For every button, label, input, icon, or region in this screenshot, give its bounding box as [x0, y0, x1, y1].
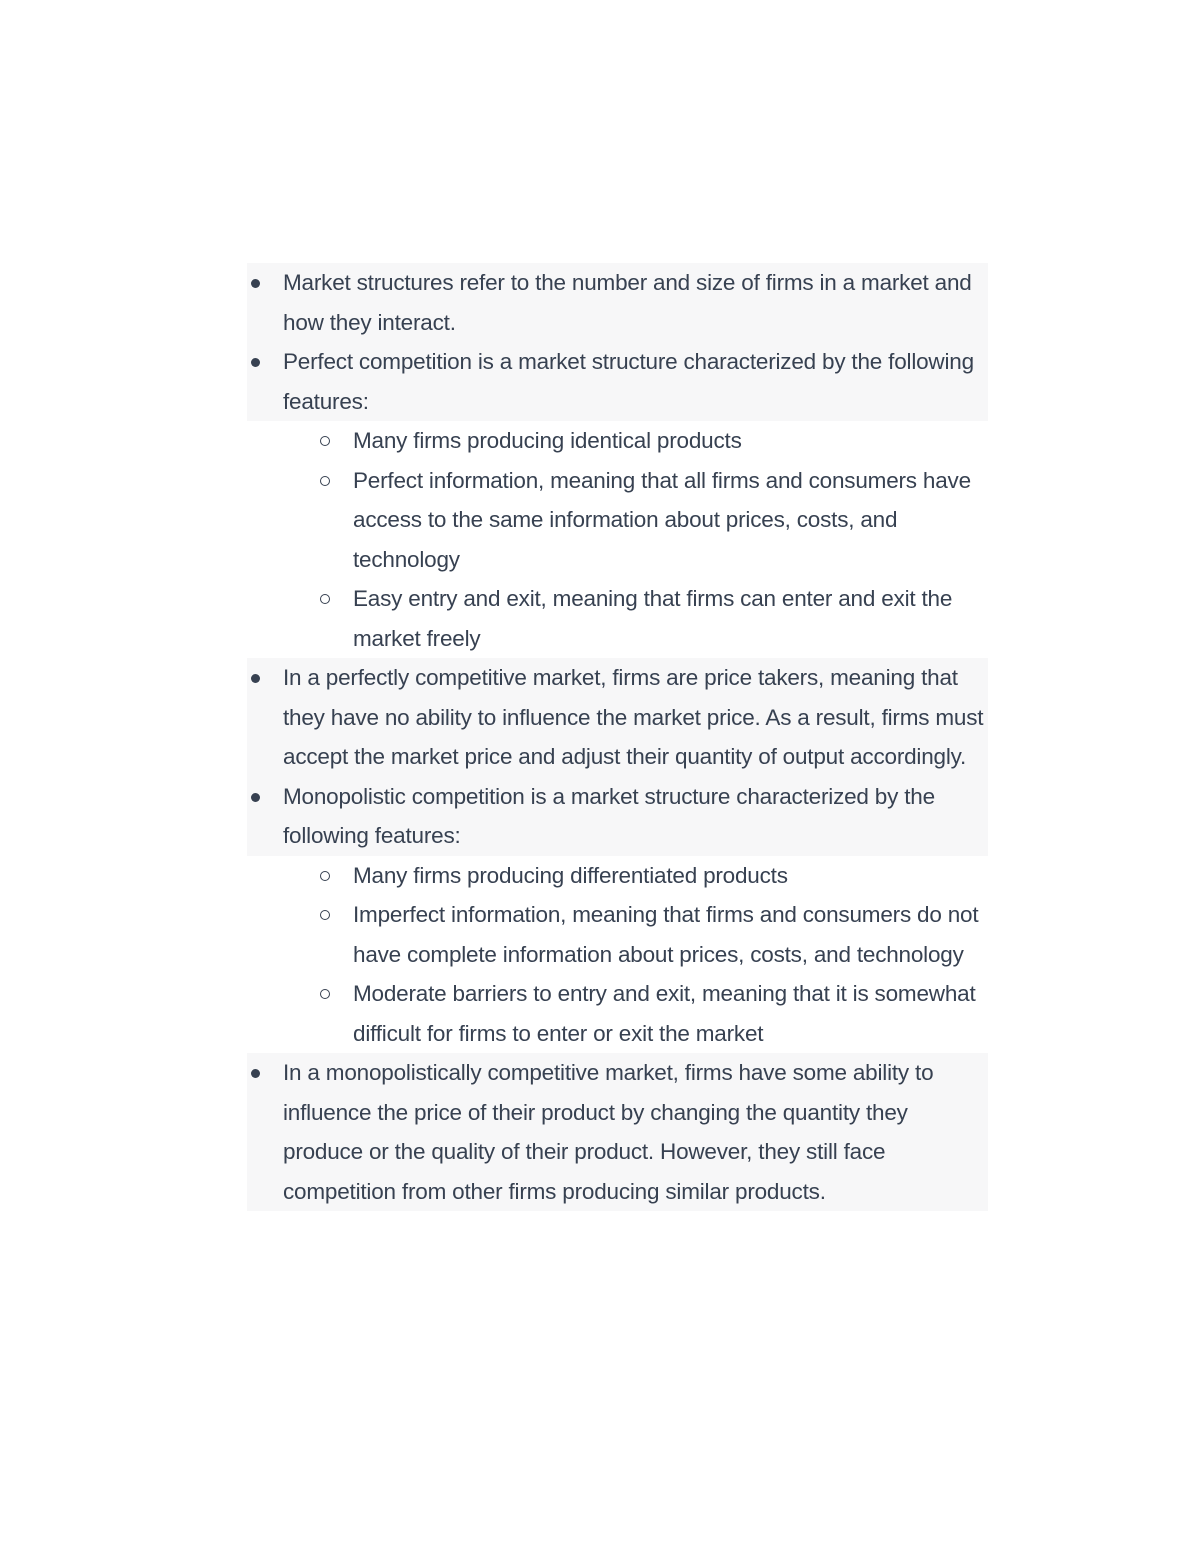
sub-list-item-text: Imperfect information, meaning that firms and consumers do not have complete information about prices, costs, and technology [353, 902, 979, 967]
sub-list-item-text: Perfect information, meaning that all firms and consumers have access to the same information about prices, costs, and technology [353, 467, 971, 572]
filled-bullet-icon [249, 342, 261, 382]
sub-list-item-text: Many firms producing identical products [353, 428, 742, 453]
hollow-bullet-icon [319, 856, 333, 896]
list-item-text: In a monopolistically competitive market, firms have some ability to influence the price of their product by changing the quantity they produce or the quality of their product. However, they still face competition from other firms producing similar products. [283, 1060, 934, 1204]
hollow-bullet-icon [319, 895, 333, 935]
sub-list-item [247, 856, 988, 896]
hollow-bullet-icon [319, 421, 333, 461]
hollow-bullet-icon [319, 579, 333, 619]
list-item [247, 777, 988, 856]
filled-bullet-icon [249, 777, 261, 817]
list-item [247, 1053, 988, 1211]
list-item-text: Perfect competition is a market structure characterized by the following features: [283, 349, 974, 414]
market-structures-notes [247, 263, 988, 1211]
sub-list-item-text: Moderate barriers to entry and exit, meaning that it is somewhat difficult for firms to enter or exit the market [353, 981, 976, 1046]
sub-list-item-text: Many firms producing differentiated products [353, 862, 788, 888]
list-item [247, 342, 988, 421]
list-item-text: Monopolistic competition is a market structure characterized by the following features: [283, 783, 935, 848]
sub-list-item-text: Easy entry and exit, meaning that firms can enter and exit the market freely [353, 586, 953, 651]
hollow-bullet-icon [319, 461, 333, 501]
sub-list-item [247, 974, 988, 1053]
filled-bullet-icon [249, 658, 261, 698]
filled-bullet-icon [249, 1053, 261, 1093]
list-item-text: Market structures refer to the number and size of firms in a market and how they interact. [283, 270, 972, 335]
hollow-bullet-icon [319, 974, 333, 1014]
sub-list-item [247, 895, 988, 974]
sub-list-item [247, 461, 988, 580]
sub-list-item [247, 579, 988, 658]
filled-bullet-icon [249, 263, 261, 303]
list-item [247, 658, 988, 777]
sub-list-item [247, 421, 988, 461]
list-item [247, 263, 988, 342]
list-item-text: In a perfectly competitive market, firms are price takers, meaning that they have no ability to influence the market price. As a result, firms must accept the market price and adjust their quantity of output accordingly. [283, 665, 984, 769]
